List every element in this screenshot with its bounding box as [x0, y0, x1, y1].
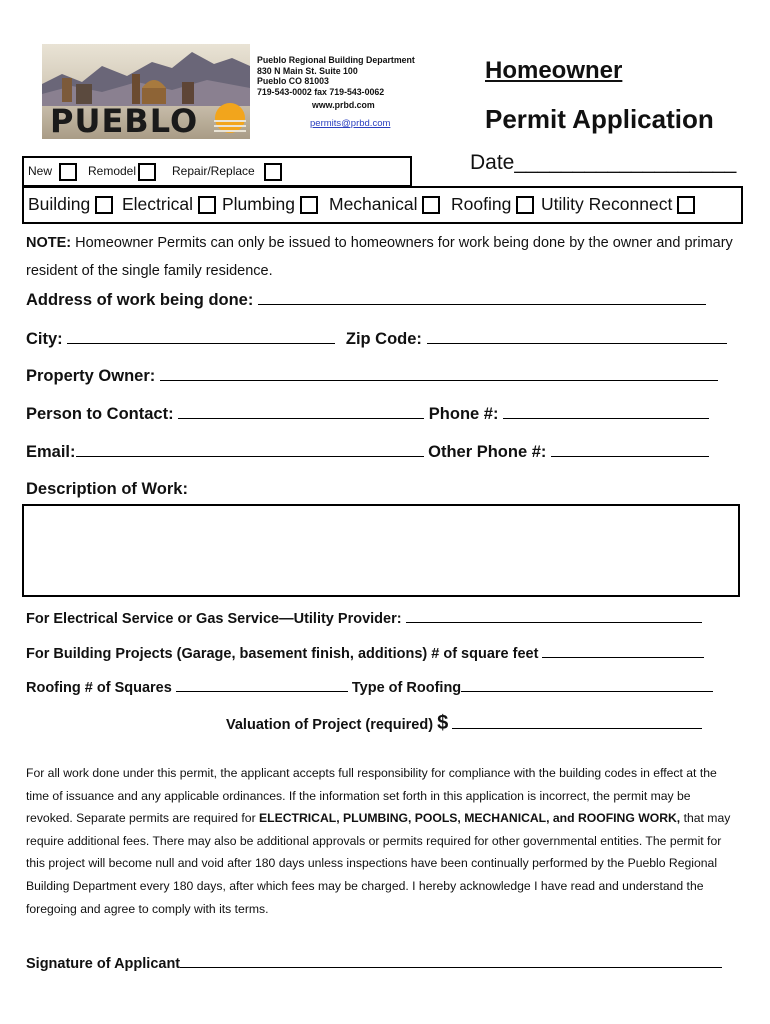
address-row: [26, 290, 706, 310]
utility-input[interactable]: [406, 608, 702, 623]
trade-utility-reconnect[interactable]: [541, 194, 695, 215]
trade-utility-label: Utility Reconnect: [541, 194, 673, 214]
trade-mechanical[interactable]: [329, 194, 440, 215]
option-repair-label: Repair/Replace: [172, 164, 255, 179]
other-phone-input[interactable]: [551, 442, 709, 457]
signature-label: Signature of Applicant: [26, 956, 181, 972]
legal-bold-text: ELECTRICAL, PLUMBING, POOLS, MECHANICAL, and ROOFING WORK,: [259, 811, 681, 826]
email-label: Email:: [26, 443, 76, 461]
date-field[interactable]: [470, 151, 736, 175]
building-sqft-label: For Building Projects (Garage, basement finish, additions) # of square feet: [26, 646, 539, 662]
owner-input[interactable]: [160, 366, 718, 381]
zip-input[interactable]: [427, 329, 727, 344]
valuation-label: Valuation of Project (required): [226, 717, 434, 733]
option-remodel[interactable]: [88, 163, 156, 181]
repair-replace-checkbox[interactable]: [264, 163, 282, 181]
new-checkbox[interactable]: [59, 163, 77, 181]
pueblo-logo: [42, 44, 250, 139]
permit-type-box: [22, 156, 412, 187]
city-zip-row: [26, 329, 727, 349]
homeowner-note: [26, 229, 741, 285]
dept-phone: 719-543-0002 fax 719-543-0062: [257, 86, 385, 97]
option-new[interactable]: [28, 163, 77, 181]
city-input[interactable]: [67, 329, 335, 344]
dept-street: 830 N Main St. Suite 100: [257, 65, 358, 76]
legal-statement: [26, 762, 738, 920]
electrical-checkbox[interactable]: [198, 196, 216, 214]
building-checkbox[interactable]: [95, 196, 113, 214]
date-blank[interactable]: ___________________: [514, 151, 737, 174]
description-label: Description of Work:: [26, 480, 188, 498]
option-repair-replace[interactable]: [172, 163, 282, 181]
valuation-row: [226, 712, 702, 735]
logo-wordmark: PUEBLO: [50, 102, 199, 139]
city-label: City:: [26, 330, 63, 348]
dollar-sign: $: [437, 712, 449, 734]
note-text: Homeowner Permits can only be issued to homeowners for work being done by the owner and primary resident of the single family residence.: [26, 235, 733, 279]
roofing-type-label: Type of Roofing: [351, 680, 462, 696]
valuation-input[interactable]: [452, 714, 702, 729]
description-textarea[interactable]: [22, 504, 740, 597]
dept-city: Pueblo CO 81003: [257, 76, 329, 86]
legal-text-2: that may require additional fees. There may also be additional approvals or permits required for other governmental entities. The permit for this project will become null and void after 180 days unless inspections have been continually performed by the Pueblo Regional Building Department every 180 days, after which fees may be charged. I hereby acknowledge I have read and understand the foregoing and agree to comply with its terms.: [26, 811, 731, 916]
option-remodel-label: Remodel: [88, 164, 137, 179]
owner-row: [26, 366, 718, 386]
utility-row: [26, 608, 702, 627]
trade-roofing[interactable]: [451, 194, 534, 215]
roofing-type-input[interactable]: [461, 677, 713, 692]
plumbing-checkbox[interactable]: [300, 196, 318, 214]
utility-label: For Electrical Service or Gas Service—Utility Provider:: [26, 611, 402, 627]
dept-name: Pueblo Regional Building Department: [257, 55, 415, 65]
address-label: Address of work being done:: [26, 291, 254, 309]
website-text: www.prbd.com: [312, 100, 375, 110]
other-phone-label: Other Phone #:: [428, 443, 547, 461]
date-label: Date: [470, 151, 515, 174]
contact-label: Person to Contact:: [26, 405, 174, 423]
phone-label: Phone #:: [428, 405, 499, 423]
remodel-checkbox[interactable]: [138, 163, 156, 181]
trade-electrical[interactable]: [122, 194, 216, 215]
owner-label: Property Owner:: [26, 367, 156, 385]
contact-input[interactable]: [178, 404, 424, 419]
roofing-squares-label: Roofing # of Squares: [26, 680, 172, 696]
trade-type-box: [22, 186, 743, 224]
trade-electrical-label: Electrical: [122, 194, 193, 214]
mechanical-checkbox[interactable]: [422, 196, 440, 214]
roofing-checkbox[interactable]: [516, 196, 534, 214]
trade-building-label: Building: [28, 194, 91, 214]
building-sqft-row: [26, 643, 704, 662]
signature-input[interactable]: [180, 953, 722, 968]
trade-plumbing[interactable]: [222, 194, 318, 215]
phone-input[interactable]: [503, 404, 709, 419]
roofing-squares-input[interactable]: [176, 677, 348, 692]
department-address: [257, 55, 415, 97]
email-input[interactable]: [76, 442, 424, 457]
option-new-label: New: [28, 164, 53, 179]
email-row: [26, 442, 709, 462]
title-permit-application: Permit Application: [485, 104, 714, 134]
building-sqft-input[interactable]: [542, 643, 704, 658]
roofing-row: [26, 677, 713, 696]
signature-row: [26, 953, 722, 972]
trade-roofing-label: Roofing: [451, 194, 512, 214]
title-homeowner: Homeowner: [485, 57, 623, 84]
note-label: NOTE:: [26, 235, 72, 251]
trade-building[interactable]: [28, 194, 113, 215]
email-link[interactable]: permits@prbd.com: [310, 118, 391, 129]
address-input[interactable]: [258, 290, 706, 305]
trade-mechanical-label: Mechanical: [329, 194, 418, 214]
trade-plumbing-label: Plumbing: [222, 194, 295, 214]
utility-reconnect-checkbox[interactable]: [677, 196, 695, 214]
legal-text-1: For all work done under this permit, the applicant accepts full responsibility for compliance with the building codes in effect at the time of issuance and any applicable ordinances. If the information set forth in this application is incorrect, the permit may be revoked. Separate permits are required for: [26, 766, 717, 826]
zip-label: Zip Code:: [345, 330, 422, 348]
contact-row: [26, 404, 709, 424]
